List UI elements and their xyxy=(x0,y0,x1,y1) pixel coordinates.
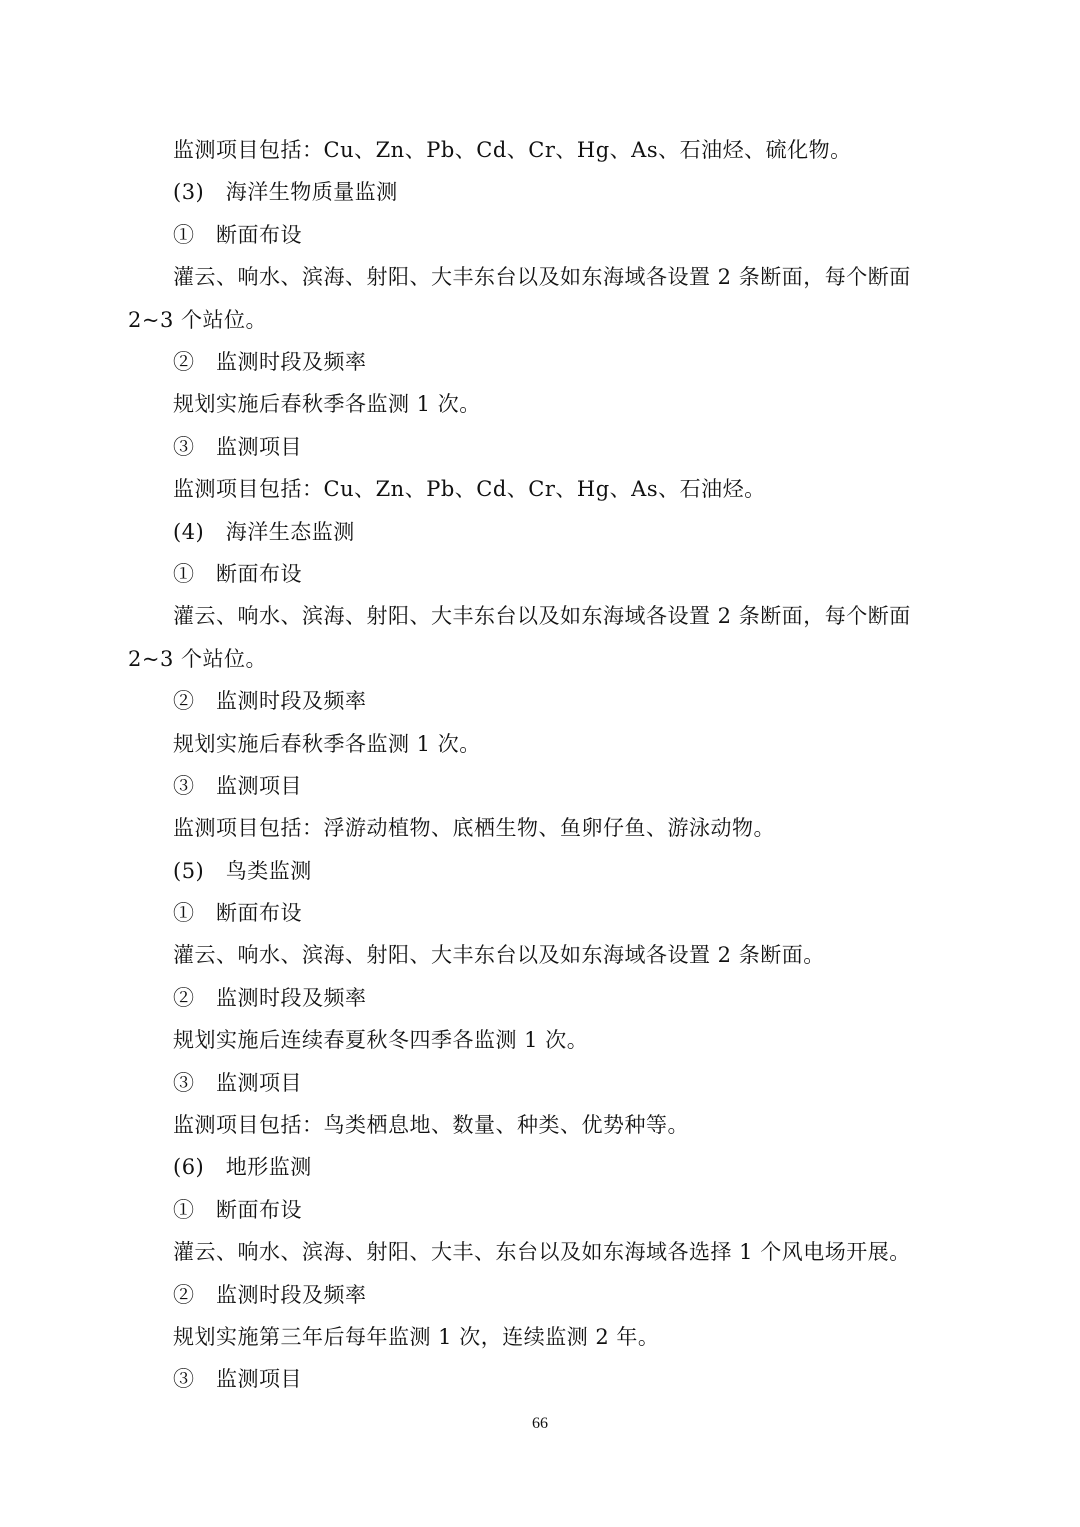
subheading: ③ 监测项目 xyxy=(173,1367,302,1392)
subheading: ① 断面布设 xyxy=(173,901,302,926)
paragraph: 灌云、响水、滨海、射阳、大丰、东台以及如东海域各选择 1 个风电场开展。 xyxy=(173,1240,911,1265)
section-heading: (4) 海洋生态监测 xyxy=(173,519,355,544)
subheading: ② 监测时段及频率 xyxy=(173,689,367,714)
subheading: ③ 监测项目 xyxy=(173,434,302,459)
subheading: ② 监测时段及频率 xyxy=(173,1282,367,1307)
paragraph: 灌云、响水、滨海、射阳、大丰东台以及如东海域各设置 2 条断面。 xyxy=(173,943,825,968)
paragraph: 灌云、响水、滨海、射阳、大丰东台以及如东海域各设置 2 条断面，每个断面 2~3 个站位。 xyxy=(128,604,911,671)
page-body xyxy=(128,129,958,1401)
paragraph: 灌云、响水、滨海、射阳、大丰东台以及如东海域各设置 2 条断面，每个断面 2~3 个站位。 xyxy=(128,265,911,332)
paragraph: 规划实施第三年后每年监测 1 次，连续监测 2 年。 xyxy=(173,1325,660,1349)
subheading: ① 断面布设 xyxy=(173,1197,302,1222)
paragraph: 监测项目包括：鸟类栖息地、数量、种类、优势种等。 xyxy=(173,1113,689,1138)
subheading: ③ 监测项目 xyxy=(173,1070,302,1095)
section-heading: (6) 地形监测 xyxy=(173,1155,312,1180)
paragraph: 监测项目包括：浮游动植物、底栖生物、鱼卵仔鱼、游泳动物。 xyxy=(173,816,775,841)
paragraph: 规划实施后春秋季各监测 1 次。 xyxy=(173,731,481,756)
section-heading: (3) 海洋生物质量监测 xyxy=(173,180,398,205)
paragraph: 监测项目包括：Cu、Zn、Pb、Cd、Cr、Hg、As、石油烃。 xyxy=(173,477,766,502)
paragraph: 规划实施后春秋季各监测 1 次。 xyxy=(173,392,481,417)
subheading: ① 断面布设 xyxy=(173,561,302,586)
subheading: ③ 监测项目 xyxy=(173,773,302,798)
subheading: ② 监测时段及频率 xyxy=(173,349,367,374)
paragraph: 监测项目包括：Cu、Zn、Pb、Cd、Cr、Hg、As、石油烃、硫化物。 xyxy=(173,138,852,162)
subheading: ① 断面布设 xyxy=(173,222,302,247)
subheading: ② 监测时段及频率 xyxy=(173,985,367,1010)
section-heading: (5) 鸟类监测 xyxy=(173,858,312,883)
page-number: 66 xyxy=(532,1415,548,1432)
paragraph: 规划实施后连续春夏秋冬四季各监测 1 次。 xyxy=(173,1028,589,1053)
